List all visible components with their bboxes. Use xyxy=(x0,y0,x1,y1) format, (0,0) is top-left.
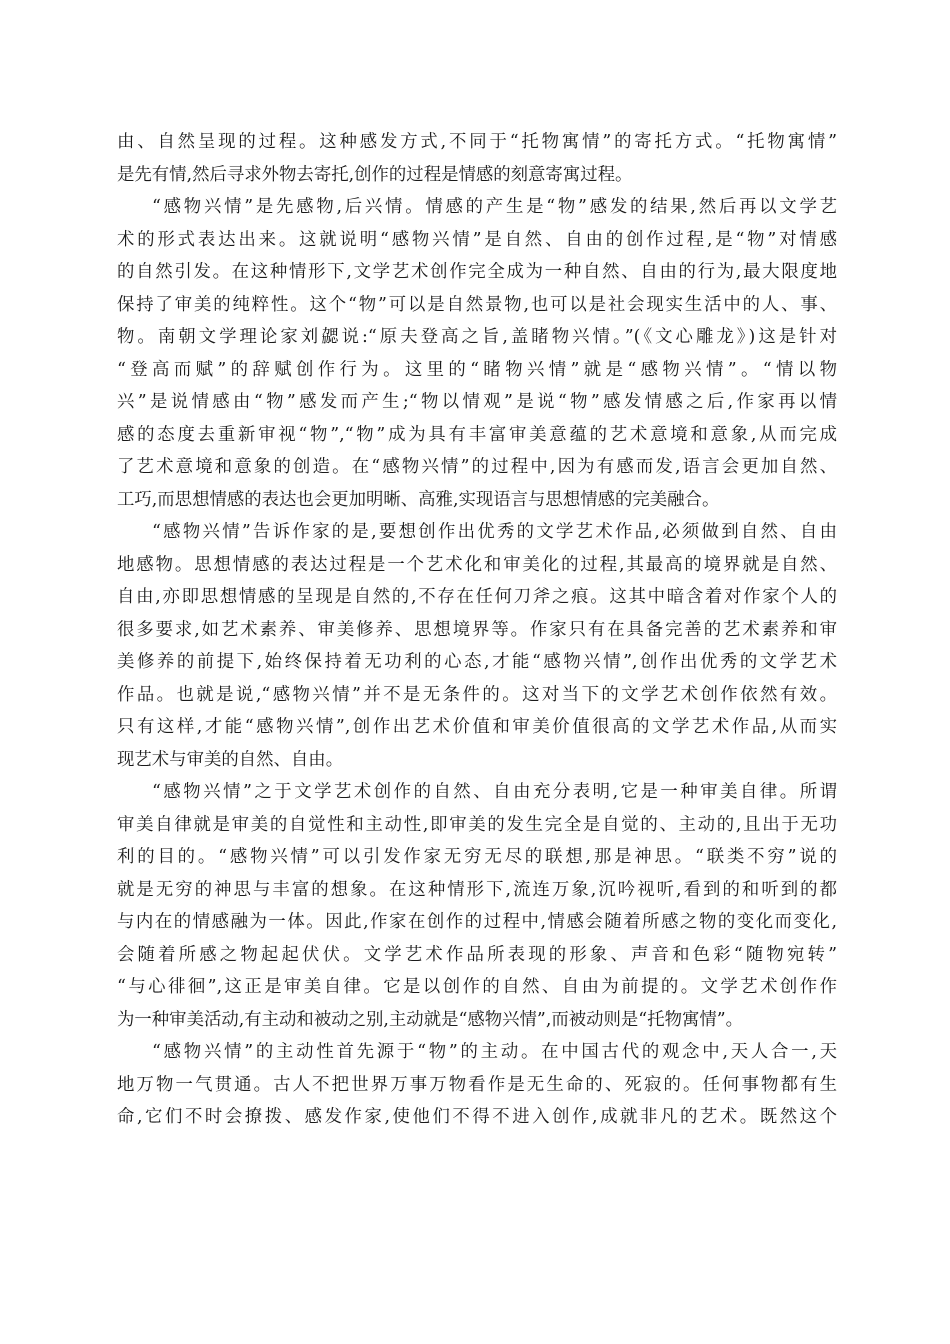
text-line: 由、自然呈现的过程。这种感发方式,不同于“托物寓情”的寄托方式。“托物寓情” xyxy=(117,132,837,152)
text-line: 保持了审美的纯粹性。这个“物”可以是自然景物,也可以是社会现实生活中的人、事、 xyxy=(117,294,837,315)
text-line: “感物兴情”告诉作家的是,要想创作出优秀的文学艺术作品,必须做到自然、自由 xyxy=(152,522,837,542)
text-line: “感物兴情”的主动性首先源于“物”的主动。在中国古代的观念中,天人合一,天 xyxy=(152,1042,837,1062)
paragraph-3 xyxy=(117,516,837,776)
paragraph-5 xyxy=(117,1036,837,1134)
text-line: “感物兴情”之于文学艺术创作的自然、自由充分表明,它是一种审美自律。所谓 xyxy=(152,782,837,802)
text-line: 作品。也就是说,“感物兴情”并不是无条件的。这对当下的文学艺术创作依然有效。 xyxy=(117,684,837,705)
text-line: 地感物。思想情感的表达过程是一个艺术化和审美化的过程,其最高的境界就是自然、 xyxy=(117,554,837,575)
text-line: 物。南朝文学理论家刘勰说:“原夫登高之旨,盖睹物兴情。”(《文心雕龙》)这是针对 xyxy=(117,327,837,347)
text-line: 美修养的前提下,始终保持着无功利的心态,才能“感物兴情”,创作出优秀的文学艺术 xyxy=(117,652,837,672)
text-line: 现艺术与审美的自然、自由。 xyxy=(117,749,344,770)
text-line: 兴”是说情感由“物”感发而产生;“物以情观”是说“物”感发情感之后,作家再以情 xyxy=(117,392,837,412)
text-line: 会随着所感之物起起伏伏。文学艺术作品所表现的形象、声音和色彩“随物宛转” xyxy=(117,944,837,965)
paragraph-1 xyxy=(117,126,837,191)
text-line: 利的目的。“感物兴情”可以引发作家无穷无尽的联想,那是神思。“联类不穷”说的 xyxy=(117,847,837,867)
text-line: 工巧,而思想情感的表达也会更加明晰、高雅,实现语言与思想情感的完美融合。 xyxy=(117,489,720,510)
text-line: 很多要求,如艺术素养、审美修养、思想境界等。作家只有在具备完善的艺术素养和审 xyxy=(117,619,837,640)
paragraph-2 xyxy=(117,191,837,516)
text-line: 地万物一气贯通。古人不把世界万事万物看作是无生命的、死寂的。任何事物都有生 xyxy=(117,1074,837,1095)
text-line: 了艺术意境和意象的创造。在“感物兴情”的过程中,因为有感而发,语言会更加自然、 xyxy=(117,457,837,477)
text-line: 就是无穷的神思与丰富的想象。在这种情形下,流连万象,沉吟视听,看到的和听到的都 xyxy=(117,879,837,900)
paragraph-4 xyxy=(117,776,837,1036)
text-line: 与内在的情感融为一体。因此,作家在创作的过程中,情感会随着所感之物的变化而变化, xyxy=(117,912,837,932)
text-line: 为一种审美活动,有主动和被动之别,主动就是“感物兴情”,而被动则是“托物寓情”。 xyxy=(117,1009,744,1030)
text-line: 的自然引发。在这种情形下,文学艺术创作完全成为一种自然、自由的行为,最大限度地 xyxy=(117,262,837,282)
text-line: “感物兴情”是先感物,后兴情。情感的产生是“物”感发的结果,然后再以文学艺 xyxy=(152,197,837,217)
text-line: 感的态度去重新审视“物”,“物”成为具有丰富审美意蕴的艺术意境和意象,从而完成 xyxy=(117,424,837,445)
text-line: 自由,亦即思想情感的呈现是自然的,不存在任何刀斧之痕。这其中暗含着对作家个人的 xyxy=(117,587,837,607)
text-line: 是先有情,然后寻求外物去寄托,创作的过程是情感的刻意寄寓过程。 xyxy=(117,164,633,185)
text-line: “与心徘徊”,这正是审美自律。它是以创作的自然、自由为前提的。文学艺术创作作 xyxy=(117,977,837,997)
text-line: “登高而赋”的辞赋创作行为。这里的“睹物兴情”就是“感物兴情”。“情以物 xyxy=(117,359,837,380)
text-line: 审美自律就是审美的自觉性和主动性,即审美的发生完全是自觉的、主动的,且出于无功 xyxy=(117,814,837,835)
document-page xyxy=(117,126,837,1134)
text-line: 术的形式表达出来。这就说明“感物兴情”是自然、自由的创作过程,是“物”对情感 xyxy=(117,229,837,250)
text-line: 只有这样,才能“感物兴情”,创作出艺术价值和审美价值很高的文学艺术作品,从而实 xyxy=(117,717,837,737)
text-line: 命,它们不时会撩拨、感发作家,使他们不得不进入创作,成就非凡的艺术。既然这个 xyxy=(117,1107,837,1127)
